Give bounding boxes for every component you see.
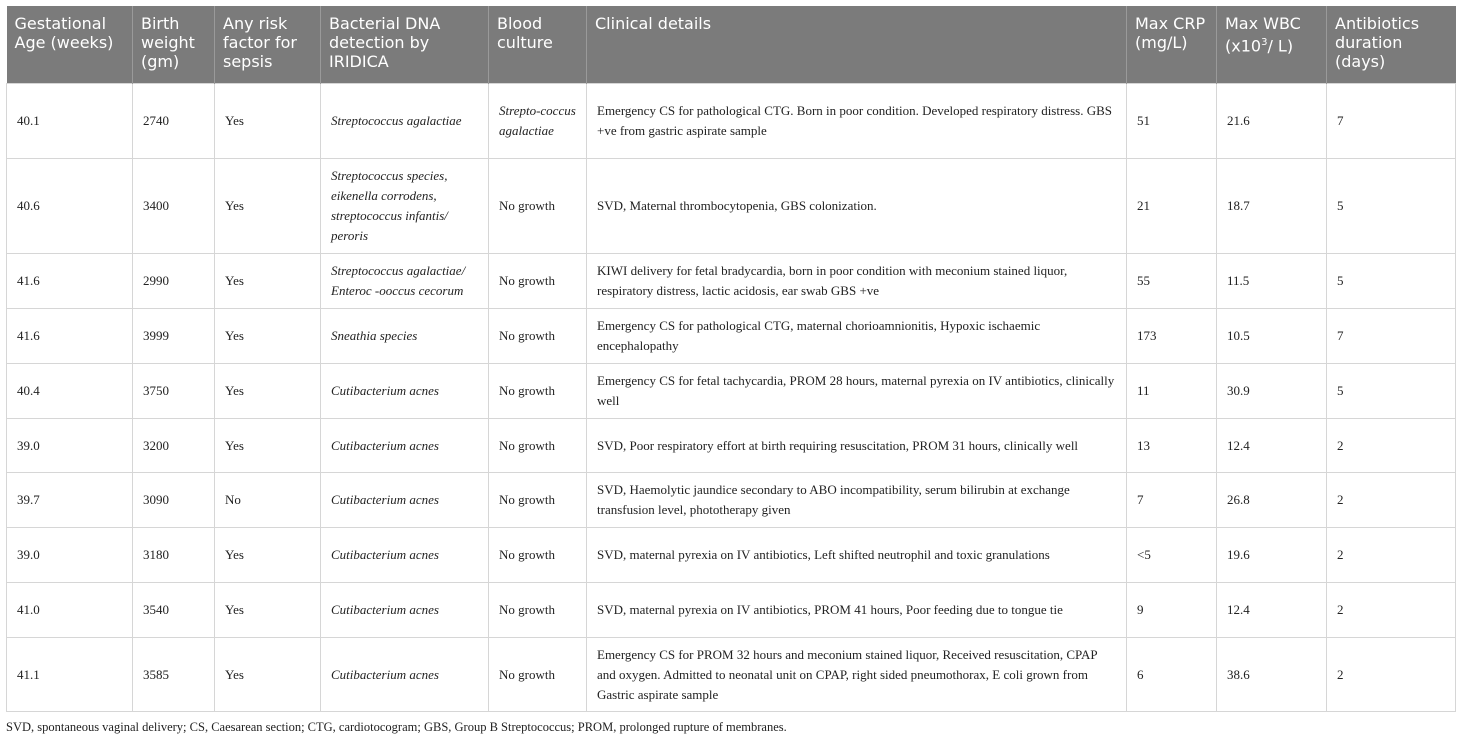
- cell-iridica: Cutibacterium acnes: [321, 528, 489, 583]
- table-row: [7, 364, 1456, 419]
- cell-gestational-age: 41.1: [7, 638, 133, 712]
- cell-blood-culture: No growth: [489, 364, 587, 419]
- table-row: [7, 159, 1456, 254]
- cell-risk-factor: Yes: [215, 309, 321, 364]
- cell-max-wbc: 21.6: [1217, 84, 1327, 159]
- cell-max-crp: 7: [1127, 473, 1217, 528]
- header-iridica: Bacterial DNA detection by IRIDICA: [321, 6, 489, 84]
- cell-max-crp: 6: [1127, 638, 1217, 712]
- cell-clinical-details: SVD, Maternal thrombocytopenia, GBS colonization.: [587, 159, 1127, 254]
- cell-antibiotics-duration: 2: [1327, 473, 1456, 528]
- wbc-tail: / L): [1267, 36, 1294, 56]
- table-row: [7, 473, 1456, 528]
- cell-max-crp: 21: [1127, 159, 1217, 254]
- header-gestational-age: Gestational Age (weeks): [7, 6, 133, 84]
- cell-iridica: Streptococcus species, eikenella corrodens, streptococcus infantis/ peroris: [321, 159, 489, 254]
- cell-gestational-age: 40.1: [7, 84, 133, 159]
- cell-max-wbc: 30.9: [1217, 364, 1327, 419]
- cell-antibiotics-duration: 5: [1327, 254, 1456, 309]
- cell-gestational-age: 39.0: [7, 528, 133, 583]
- cell-risk-factor: Yes: [215, 364, 321, 419]
- cell-gestational-age: 41.6: [7, 254, 133, 309]
- cell-risk-factor: No: [215, 473, 321, 528]
- cell-clinical-details: SVD, Haemolytic jaundice secondary to ABO incompatibility, serum bilirubin at exchange transfusion level, phototherapy given: [587, 473, 1127, 528]
- cell-max-wbc: 10.5: [1217, 309, 1327, 364]
- cell-clinical-details: Emergency CS for pathological CTG, maternal chorioamnionitis, Hypoxic ischaemic encephalopathy: [587, 309, 1127, 364]
- cell-gestational-age: 40.4: [7, 364, 133, 419]
- cell-birth-weight: 3540: [133, 583, 215, 638]
- cell-blood-culture: No growth: [489, 528, 587, 583]
- cell-max-wbc: 26.8: [1217, 473, 1327, 528]
- cell-risk-factor: Yes: [215, 583, 321, 638]
- cell-iridica: Streptococcus agalactiae/ Enteroc -ooccus cecorum: [321, 254, 489, 309]
- cell-birth-weight: 3200: [133, 419, 215, 473]
- cell-antibiotics-duration: 2: [1327, 419, 1456, 473]
- header-clinical-details: Clinical details: [587, 6, 1127, 84]
- cell-clinical-details: Emergency CS for PROM 32 hours and meconium stained liquor, Received resuscitation, CPAP and oxygen. Admitted to neonatal unit on CPAP, right sided pneumothorax, E coli grown from Gastric aspirate sample: [587, 638, 1127, 712]
- cell-birth-weight: 2990: [133, 254, 215, 309]
- cell-iridica: Sneathia species: [321, 309, 489, 364]
- cell-clinical-details: SVD, maternal pyrexia on IV antibiotics, PROM 41 hours, Poor feeding due to tongue tie: [587, 583, 1127, 638]
- table-row: [7, 84, 1456, 159]
- table-row: [7, 254, 1456, 309]
- cell-max-crp: 55: [1127, 254, 1217, 309]
- cell-max-wbc: 38.6: [1217, 638, 1327, 712]
- cell-birth-weight: 3400: [133, 159, 215, 254]
- cell-iridica: Cutibacterium acnes: [321, 419, 489, 473]
- cell-blood-culture: No growth: [489, 159, 587, 254]
- cell-gestational-age: 40.6: [7, 159, 133, 254]
- wbc-label: Max WBC (x10: [1225, 14, 1301, 56]
- cell-gestational-age: 41.6: [7, 309, 133, 364]
- cell-antibiotics-duration: 7: [1327, 84, 1456, 159]
- wbc-sup: 3: [1261, 37, 1268, 48]
- header-row: [7, 6, 1456, 84]
- cell-risk-factor: Yes: [215, 159, 321, 254]
- cell-clinical-details: Emergency CS for fetal tachycardia, PROM 28 hours, maternal pyrexia on IV antibiotics, clinically well: [587, 364, 1127, 419]
- cell-blood-culture: Strepto-coccus agalactiae: [489, 84, 587, 159]
- header-birth-weight: Birth weight (gm): [133, 6, 215, 84]
- header-antibiotics-duration: Antibiotics duration (days): [1327, 6, 1456, 84]
- cell-iridica: Streptococcus agalactiae: [321, 84, 489, 159]
- cell-antibiotics-duration: 5: [1327, 364, 1456, 419]
- cell-max-wbc: 12.4: [1217, 583, 1327, 638]
- cell-max-wbc: 19.6: [1217, 528, 1327, 583]
- cell-blood-culture: No growth: [489, 309, 587, 364]
- cell-birth-weight: 3585: [133, 638, 215, 712]
- cell-blood-culture: No growth: [489, 583, 587, 638]
- table-row: [7, 583, 1456, 638]
- cell-blood-culture: No growth: [489, 473, 587, 528]
- table-row: [7, 309, 1456, 364]
- cell-max-wbc: 18.7: [1217, 159, 1327, 254]
- cell-max-crp: 13: [1127, 419, 1217, 473]
- cell-max-wbc: 11.5: [1217, 254, 1327, 309]
- cell-blood-culture: No growth: [489, 638, 587, 712]
- cell-birth-weight: 2740: [133, 84, 215, 159]
- cell-birth-weight: 3750: [133, 364, 215, 419]
- header-blood-culture: Blood culture: [489, 6, 587, 84]
- cell-clinical-details: KIWI delivery for fetal bradycardia, born in poor condition with meconium stained liquor, respiratory distress, lactic acidosis, ear swab GBS +ve: [587, 254, 1127, 309]
- cell-max-crp: 51: [1127, 84, 1217, 159]
- cell-max-crp: 11: [1127, 364, 1217, 419]
- cell-antibiotics-duration: 5: [1327, 159, 1456, 254]
- cell-clinical-details: SVD, maternal pyrexia on IV antibiotics, Left shifted neutrophil and toxic granulations: [587, 528, 1127, 583]
- cell-gestational-age: 41.0: [7, 583, 133, 638]
- table-row: [7, 638, 1456, 712]
- cell-birth-weight: 3180: [133, 528, 215, 583]
- cell-gestational-age: 39.0: [7, 419, 133, 473]
- cell-iridica: Cutibacterium acnes: [321, 364, 489, 419]
- cell-iridica: Cutibacterium acnes: [321, 638, 489, 712]
- cell-antibiotics-duration: 2: [1327, 638, 1456, 712]
- cell-antibiotics-duration: 2: [1327, 583, 1456, 638]
- cell-birth-weight: 3090: [133, 473, 215, 528]
- header-max-crp: Max CRP (mg/L): [1127, 6, 1217, 84]
- cell-antibiotics-duration: 7: [1327, 309, 1456, 364]
- cell-max-crp: <5: [1127, 528, 1217, 583]
- cell-clinical-details: Emergency CS for pathological CTG. Born in poor condition. Developed respiratory distress. GBS +ve from gastric aspirate sample: [587, 84, 1127, 159]
- cell-risk-factor: Yes: [215, 528, 321, 583]
- cell-blood-culture: No growth: [489, 254, 587, 309]
- cell-max-crp: 9: [1127, 583, 1217, 638]
- cell-max-wbc: 12.4: [1217, 419, 1327, 473]
- cell-risk-factor: Yes: [215, 84, 321, 159]
- cell-blood-culture: No growth: [489, 419, 587, 473]
- footnote: SVD, spontaneous vaginal delivery; CS, Caesarean section; CTG, cardiotocogram; GBS, Group B Streptococcus; PROM, prolonged rupture of membranes.: [6, 720, 787, 734]
- table-row: [7, 419, 1456, 473]
- cell-iridica: Cutibacterium acnes: [321, 583, 489, 638]
- cell-iridica: Cutibacterium acnes: [321, 473, 489, 528]
- cell-risk-factor: Yes: [215, 254, 321, 309]
- cell-gestational-age: 39.7: [7, 473, 133, 528]
- data-table: [6, 6, 1456, 712]
- header-risk-factor: Any risk factor for sepsis: [215, 6, 321, 84]
- cell-risk-factor: Yes: [215, 419, 321, 473]
- cell-max-crp: 173: [1127, 309, 1217, 364]
- cell-birth-weight: 3999: [133, 309, 215, 364]
- table-row: [7, 528, 1456, 583]
- cell-clinical-details: SVD, Poor respiratory effort at birth requiring resuscitation, PROM 31 hours, clinically well: [587, 419, 1127, 473]
- cell-risk-factor: Yes: [215, 638, 321, 712]
- cell-antibiotics-duration: 2: [1327, 528, 1456, 583]
- header-max-wbc: [1217, 6, 1327, 84]
